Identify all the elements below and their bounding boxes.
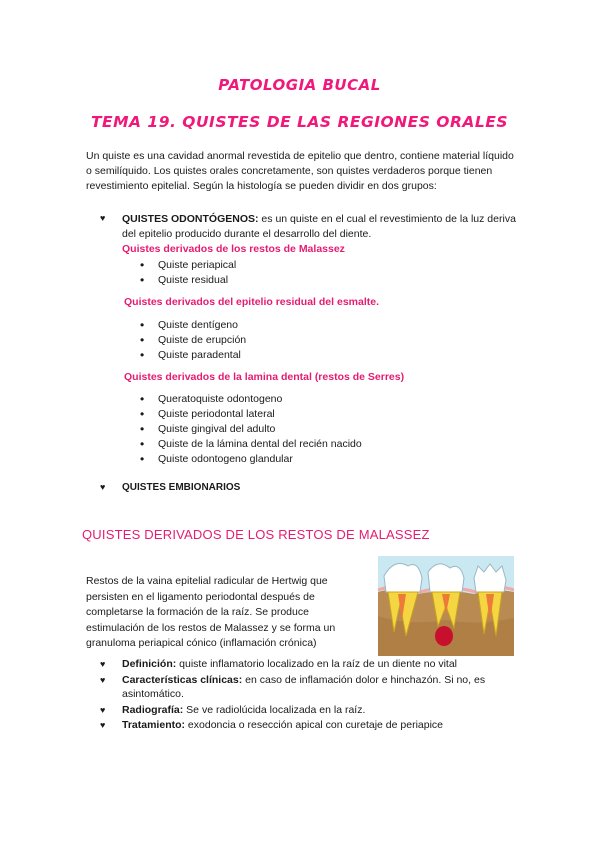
teeth-illustration-icon — [378, 556, 514, 656]
subgroup-heading-malassez: Quistes derivados de los restos de Malassez — [122, 243, 345, 255]
heart-bullet-icon: ♥ — [100, 213, 106, 223]
enamel-list — [140, 318, 246, 363]
section-paragraph: Restos de la vaina epitelial radicular de Hertwig que persisten en el ligamento periodontal después de completarse la formación de la raíz. Se produce estimulación de los restos de Malassez y se forma un granuloma periapical cónico (inflamación crónica) — [86, 575, 336, 650]
odontogenic-description: es un quiste en el cual el revestimiento de la luz deriva del epitelio producido durante el desarrollo del diente. — [122, 213, 516, 240]
heart-bullet-icon: ♥ — [100, 720, 106, 730]
subgroup-heading-dental-lamina: Quistes derivados de la lamina dental (restos de Serres) — [124, 371, 405, 383]
list-item: • Quiste periodontal lateral — [140, 407, 362, 422]
cyst-details-list — [100, 657, 520, 734]
detail-clinical: ♥ Características clínicas: en caso de inflamación dolor e hinchazón. Si no, es asintomático. — [100, 673, 486, 700]
list-item: • Quiste de la lámina dental del recién nacido — [140, 437, 362, 452]
intro-paragraph: Un quiste es una cavidad anormal revestida de epitelio que dentro, contiene material líquido o semilíquido. Los quistes orales concretamente, son quistes verdaderos porque tienen revestimiento epitelial. Según la histología se pueden dividir en dos grupos: — [86, 150, 514, 192]
malassez-list — [140, 258, 236, 288]
detail-treatment: ♥ Tratamiento: exodoncia o resección apical con curetaje de periapice — [100, 719, 444, 731]
topic-title: TEMA 19. QUISTES DE LAS REGIONES ORALES — [90, 113, 509, 131]
list-item: • Quiste gingival del adulto — [140, 422, 362, 437]
heart-bullet-icon: ♥ — [100, 674, 106, 685]
heart-bullet-icon: ♥ — [100, 659, 106, 669]
odontogenic-cysts-item — [122, 212, 522, 241]
document-title: PATOLOGIA BUCAL — [218, 76, 381, 94]
list-item: • Quiste paradental — [140, 348, 246, 363]
list-item: • Quiste residual — [140, 273, 236, 288]
list-item: • Quiste periapical — [140, 258, 236, 273]
heart-bullet-icon: ♥ — [100, 704, 106, 715]
list-item: • Quiste odontogeno glandular — [140, 452, 362, 467]
section-title: QUISTES DERIVADOS DE LOS RESTOS DE MALASSEZ — [82, 527, 430, 542]
embryonic-cysts-item: QUISTES EMBIONARIOS — [122, 482, 241, 493]
odontogenic-label: QUISTES ODONTÓGENOS: — [122, 213, 259, 225]
detail-definition: ♥ Definición: quiste inflamatorio localizado en la raíz de un diente no vital — [100, 658, 458, 670]
detail-radiography: ♥ Radiografía: Se ve radiolúcida localizada en la raíz. — [100, 703, 366, 716]
heart-bullet-icon: ♥ — [100, 482, 106, 492]
periapical-cyst-illustration — [378, 556, 514, 656]
dental-lamina-list — [140, 392, 362, 467]
subgroup-heading-enamel: Quistes derivados del epitelio residual del esmalte. — [124, 296, 380, 308]
list-item: • Quiste de erupción — [140, 333, 246, 348]
list-item: • Quiste dentígeno — [140, 318, 246, 333]
list-item: • Queratoquiste odontogeno — [140, 392, 362, 407]
